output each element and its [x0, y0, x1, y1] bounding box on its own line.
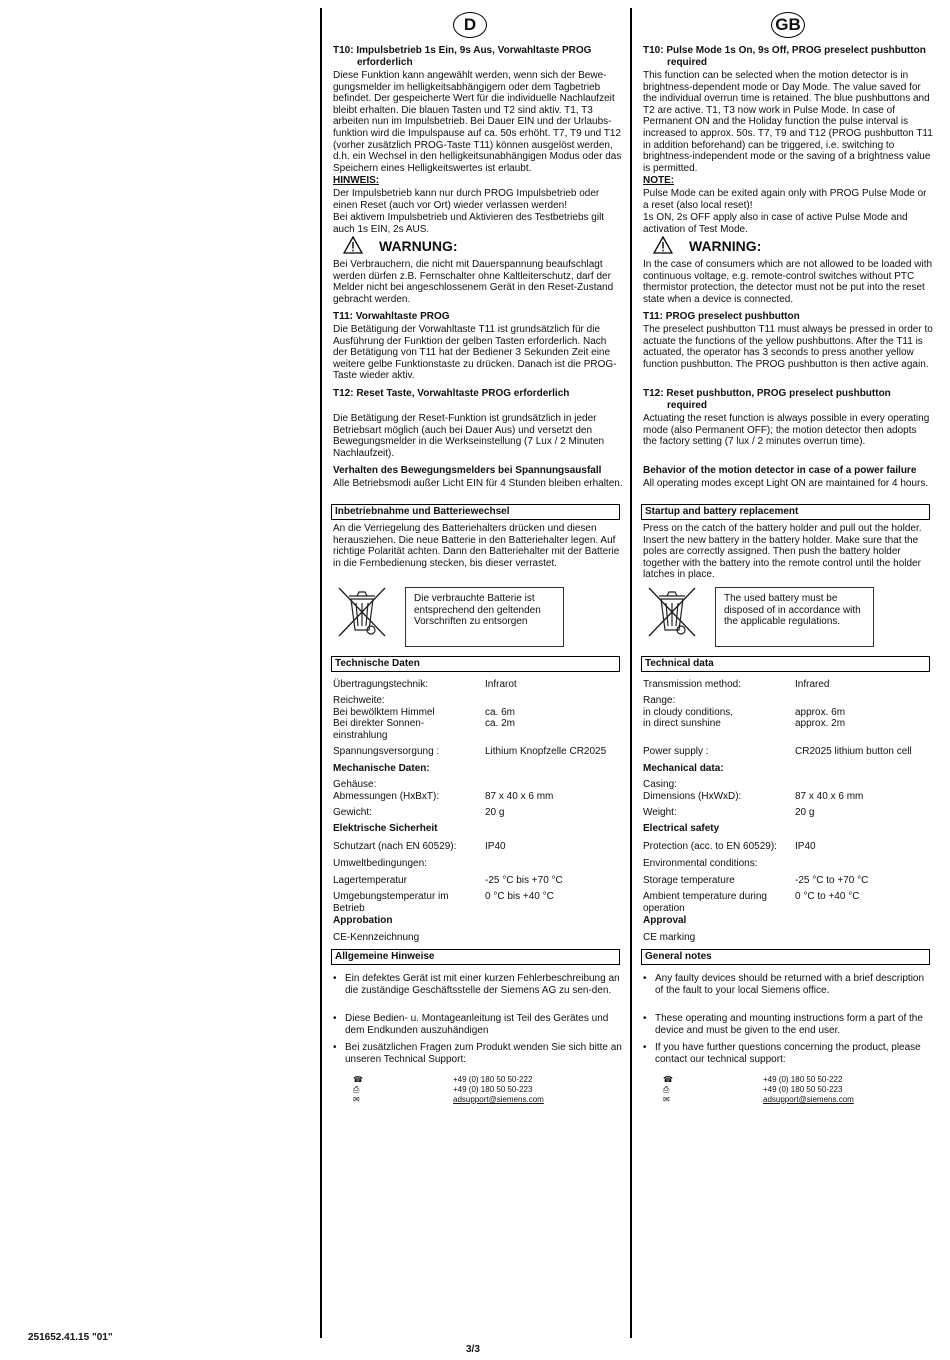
t11-title: T11: PROG preselect pushbutton [643, 311, 800, 322]
warning-triangle-icon [653, 236, 673, 254]
list-item [643, 973, 933, 996]
transmission-row-value: Infrared [795, 679, 830, 690]
electrical-safety-title: Electrical safety [643, 823, 720, 834]
storage-temperature-row-label: Storage temperature [643, 875, 735, 886]
t11-title: T11: Vorwahltaste PROG [333, 311, 450, 322]
telephone-icon: ☎ [353, 1075, 363, 1084]
t10-body: Diese Funktion kann angewählt werden, wenn sich der Bewe-gungsmelder im helligkeitsabhängigem oder dem Tagbetrieb befindet. Der gespeicherte Wert für die individuelle Nachlaufzeit bleibt erhalten. Die blauen Tasten und T2 sind aktiv. T1, T3 arbeiten nun im Impulsbetrieb. Bei Dauer EIN und der Urlaubs-funktion wird die Impulspause auf ca. 50s erhöht. T7, T9 und T12 (vorher zusätzlich PROG-Taste T11) können ausgelöst werden, d.h. ein Wechsel in den helligkeitsunabhängigen Modus oder das Speichern eines Helligkeitswertes ist erlaubt. [333, 70, 622, 174]
power-failure-body: All operating modes except Light ON are maintained for 4 hours. [643, 478, 929, 489]
list-item [333, 1013, 623, 1036]
warning-body: Bei Verbrauchern, die nicht mit Dauerspannung beaufschlagt werden dürfen z.B. Fernschalter ohne Kaltleiterschutz, darf der Melder nicht bei angeschlossenem Gerät in den Reset-Zustand gebracht werden. [333, 259, 614, 305]
t12-title: T12: Reset Taste, Vorwahltaste PROG erforderlich [333, 388, 570, 399]
storage-temperature-row-value: -25 °C bis +70 °C [485, 875, 563, 886]
warning-body: In the case of consumers which are not allowed to be loaded with continuous voltage, e.g. remote-control switches without PTC thermistor protection, the detector must not be put into the reset state when a device is connected. [643, 259, 933, 305]
range-sunshine-row-label: Bei direkter Sonnen-einstrahlung [333, 718, 425, 741]
ambient-temperature-row-value: 0 °C to +40 °C [795, 891, 860, 902]
ambient-temperature-row-value: 0 °C bis +40 °C [485, 891, 554, 902]
range-cloudy-row-label: in cloudy conditions, [643, 707, 734, 718]
power-failure-title: Behavior of the motion detector in case of a power failure [643, 465, 917, 476]
approval-title: Approbation [333, 915, 393, 926]
t12-body: Actuating the reset function is always possible in every operating mode (also Permanent OFF); the motion detector then adopts the factory setting (7 lux / 2 minutes overrun time). [643, 413, 930, 448]
envelope-icon: ✉ [353, 1095, 360, 1104]
t12-title: T12: Reset pushbutton, PROG preselect pushbutton required [643, 388, 891, 411]
battery-section-header: Startup and battery replacement [641, 504, 930, 520]
approval-value: CE-Kennzeichnung [333, 932, 420, 943]
list-item [643, 1042, 933, 1065]
support-email-link[interactable]: adsupport@siemens.com [763, 1095, 854, 1104]
crossed-bin-icon [333, 584, 391, 640]
note-label: NOTE: [643, 175, 675, 186]
telephone-icon: ☎ [663, 1075, 673, 1084]
list-item-text: Ein defektes Gerät ist mit einer kurzen Fehlerbeschreibung an die zuständige Geschäftsstelle der Siemens AG zu sen-den. [345, 973, 620, 996]
fax-number: +49 (0) 180 50 50-223 [763, 1085, 843, 1094]
bullet-icon: • [333, 1013, 337, 1024]
range-sunshine-row-label: in direct sunshine [643, 718, 721, 729]
power-supply-row-value: Lithium Knopfzelle CR2025 [485, 746, 607, 757]
environment-row-label: Environmental conditions: [643, 858, 758, 869]
weight-row-value: 20 g [795, 807, 815, 818]
weight-row-label: Weight: [643, 807, 677, 818]
t10-title: T10: Impulsbetrieb 1s Ein, 9s Aus, Vorwahltaste PROG erforderlich [333, 45, 592, 68]
bullet-icon: • [333, 1042, 337, 1053]
t12-body: Die Betätigung der Reset-Funktion ist grundsätzlich in jeder Betriebsart möglich (auch bei Dauer Aus) und versetzt den Bewegungsmelder in die Werkseinstellung (7 Lux / 2 Minuten Nachlaufzeit). [333, 413, 605, 459]
power-failure-title: Verhalten des Bewegungsmelders bei Spannungsausfall [333, 465, 602, 476]
page-number: 3/3 [466, 1344, 480, 1355]
power-supply-row-label: Power supply : [643, 746, 709, 757]
range-cloudy-row-value: ca. 6m [485, 707, 516, 718]
phone-number: +49 (0) 180 50 50-222 [453, 1075, 533, 1084]
dimensions-row-label: Dimensions (HxWxD): [643, 791, 742, 802]
envelope-icon: ✉ [663, 1095, 670, 1104]
center-divider-line [630, 8, 632, 1338]
support-email-link[interactable]: adsupport@siemens.com [453, 1095, 544, 1104]
note-label: HINWEIS: [333, 175, 380, 186]
power-supply-row-value: CR2025 lithium button cell [795, 746, 912, 757]
battery-body: An die Verriegelung des Batteriehalters drücken und diesen herausziehen. Die neue Batterie in den Batteriehalter legen. Auf richtige Polarität achten. Dann den Batteriehalter mit der Batterie in die Fernbedienung stecken, bis dieser verrastet. [333, 523, 620, 569]
protection-row-label: Schutzart (nach EN 60529): [333, 841, 457, 852]
dimensions-row-value: 87 x 40 x 6 mm [485, 791, 554, 802]
t10-title: T10: Pulse Mode 1s On, 9s Off, PROG preselect pushbutton required [643, 45, 926, 68]
casing-row-label: Gehäuse: [333, 779, 377, 790]
note-text-1: Pulse Mode can be exited again only with PROG Pulse Mode or a reset (also local reset)! [643, 188, 927, 211]
list-item-text: If you have further questions concerning the product, please contact our technical support: [655, 1042, 921, 1065]
range-row-label: Reichweite: [333, 695, 385, 706]
dimensions-row-label: Abmessungen (HxBxT): [333, 791, 440, 802]
note-text-2: 1s ON, 2s OFF apply also in case of active Pulse Mode and activation of Test Mode. [643, 212, 908, 235]
general-notes-header: Allgemeine Hinweise [331, 949, 620, 965]
battery-section-header: Inbetriebnahme und Batteriewechsel [331, 504, 620, 520]
list-item-text: Bei zusätzlichen Fragen zum Produkt wenden Sie sich bitte an unseren Technical Support: [345, 1042, 622, 1065]
list-item-text: These operating and mounting instructions form a part of the device and must be given to the end user. [655, 1013, 923, 1036]
note-text-1: Der Impulsbetrieb kann nur durch PROG Impulsbetrieb oder einen Reset (auch vor Ort) wieder verlassen werden! [333, 188, 600, 211]
bullet-icon: • [643, 973, 647, 984]
storage-temperature-row-label: Lagertemperatur [333, 875, 407, 886]
document-code: 251652.41.15 "01" [28, 1332, 113, 1343]
list-item [643, 1013, 933, 1036]
dimensions-row-value: 87 x 40 x 6 mm [795, 791, 864, 802]
t11-body: The preselect pushbutton T11 must always be pressed in order to actuate the functions of the yellow pushbuttons. After the T11 is actuated, the operator has 3 seconds to press another yellow function pushbutton. The PROG pushbutton is then active again. [643, 324, 933, 370]
general-notes-header: General notes [641, 949, 930, 965]
battery-disposal-note: The used battery must be disposed of in accordance with the applicable regulations. [715, 587, 874, 647]
range-cloudy-row-value: approx. 6m [795, 707, 846, 718]
weight-row-label: Gewicht: [333, 807, 372, 818]
transmission-row-label: Transmission method: [643, 679, 741, 690]
transmission-row-label: Übertragungstechnik: [333, 679, 429, 690]
fax-icon: ⎙ [663, 1085, 670, 1094]
list-item [333, 1042, 623, 1065]
range-cloudy-row-label: Bei bewölktem Himmel [333, 707, 435, 718]
fax-number: +49 (0) 180 50 50-223 [453, 1085, 533, 1094]
left-border-line [320, 8, 322, 1338]
phone-number: +49 (0) 180 50 50-222 [763, 1075, 843, 1084]
list-item-text: Any faulty devices should be returned with a brief description of the fault to your local Siemens office. [655, 973, 925, 996]
power-supply-row-label: Spannungsversorgung : [333, 746, 440, 757]
mechanical-data-title: Mechanische Daten: [333, 763, 430, 774]
mechanical-data-title: Mechanical data: [643, 763, 724, 774]
warning-label: WARNING: [689, 238, 762, 254]
casing-row-label: Casing: [643, 779, 677, 790]
note-text-2: Bei aktivem Impulsbetrieb und Aktivieren des Testbetriebs gilt auch 1s EIN, 2s AUS. [333, 212, 605, 235]
t11-body: Die Betätigung der Vorwahltaste T11 ist grundsätzlich für die Ausführung der Funktion der gelben Tasten erforderlich. Nach der Betätigung von T11 hat der Bediener 3 Sekunden Zeit eine weitere gelbe Funktionstaste zu drücken. Danach ist die PROG-Taste wieder aktiv. [333, 324, 617, 382]
technical-data-header: Technische Daten [331, 656, 620, 672]
battery-disposal-note: Die verbrauchte Batterie ist entsprechend den geltenden Vorschriften zu entsorgen [405, 587, 564, 647]
range-sunshine-row-value: ca. 2m [485, 718, 516, 729]
list-item [333, 973, 623, 996]
power-failure-body: Alle Betriebsmodi außer Licht EIN für 4 Stunden bleiben erhalten. [333, 478, 623, 489]
fax-icon: ⎙ [353, 1085, 360, 1094]
protection-row-value: IP40 [485, 841, 506, 852]
t10-body: This function can be selected when the motion detector is in brightness-dependent mode or Day Mode. The value saved for the individual overrun time is retained. The blue pushbuttons and T2 are active. T1, T3 now work in Pulse Mode. In case of Permanent ON and the Holiday function the pulse interval is increased to approx. 50s. T7, T9 and T12 (PROG pushbutton T11 in addition beforehand) can be triggered, i.e. switching to brightness-independent mode or the saving of a brightness value is permitted. [643, 70, 933, 174]
ambient-temperature-row-label: Ambient temperature during operation [643, 891, 767, 914]
protection-row-value: IP40 [795, 841, 816, 852]
language-badge: D [453, 12, 487, 38]
electrical-safety-title: Elektrische Sicherheit [333, 823, 438, 834]
weight-row-value: 20 g [485, 807, 505, 818]
protection-row-label: Protection (acc. to EN 60529): [643, 841, 777, 852]
ambient-temperature-row-label: Umgebungstemperatur im Betrieb [333, 891, 449, 914]
recycle-symbol [333, 584, 391, 644]
approval-value: CE marking [643, 932, 696, 943]
recycle-symbol [643, 584, 701, 644]
warning-triangle-icon [343, 236, 363, 254]
range-row-label: Range: [643, 695, 676, 706]
battery-body: Press on the catch of the battery holder and pull out the holder. Insert the new battery in the battery holder. Make sure that the poles are correctly assigned. Then push the battery holder together with the battery into the remote control until the holder latches in place. [643, 523, 922, 581]
crossed-bin-icon [643, 584, 701, 640]
transmission-row-value: Infrarot [485, 679, 517, 690]
warning-label: WARNUNG: [379, 238, 458, 254]
list-item-text: Diese Bedien- u. Montageanleitung ist Teil des Gerätes und dem Endkunden auszuhändigen [345, 1013, 609, 1036]
environment-row-label: Umweltbedingungen: [333, 858, 427, 869]
bullet-icon: • [643, 1042, 647, 1053]
range-sunshine-row-value: approx. 2m [795, 718, 846, 729]
bullet-icon: • [643, 1013, 647, 1024]
storage-temperature-row-value: -25 °C to +70 °C [795, 875, 869, 886]
bullet-icon: • [333, 973, 337, 984]
language-badge: GB [771, 12, 805, 38]
technical-data-header: Technical data [641, 656, 930, 672]
approval-title: Approval [643, 915, 687, 926]
